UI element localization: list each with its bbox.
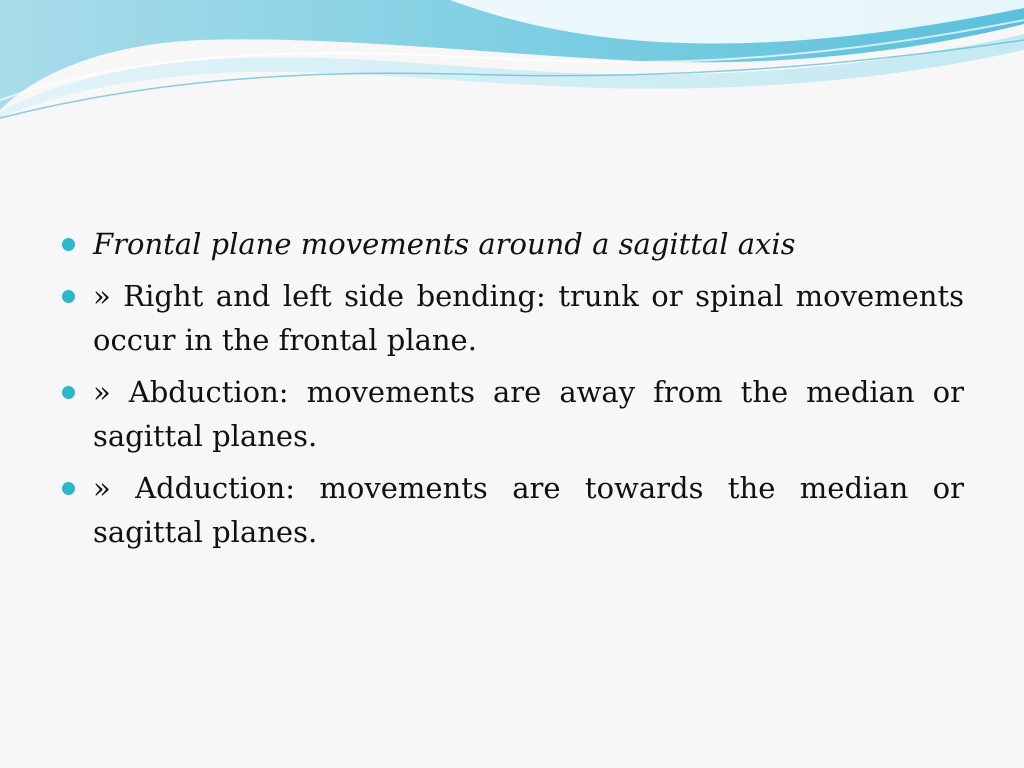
header-wave-decoration (0, 0, 1024, 130)
bullet-dot-icon (62, 482, 75, 495)
bullet-item (60, 274, 964, 362)
bullet-text: » Right and left side bending: trunk or spinal movements occur in the frontal plane. (93, 279, 964, 357)
bullet-dot-icon (62, 290, 75, 303)
bullet-text: » Adduction: movements are towards the median or sagittal planes. (93, 471, 964, 549)
bullet-item (60, 370, 964, 458)
bullet-dot-icon (62, 386, 75, 399)
bullet-text: Frontal plane movements around a sagittal axis (93, 227, 796, 261)
bullet-text: » Abduction: movements are away from the median or sagittal planes. (93, 375, 964, 453)
bullet-item (60, 222, 964, 266)
bullet-item (60, 466, 964, 554)
bullet-list (60, 222, 964, 562)
bullet-dot-icon (62, 238, 75, 251)
